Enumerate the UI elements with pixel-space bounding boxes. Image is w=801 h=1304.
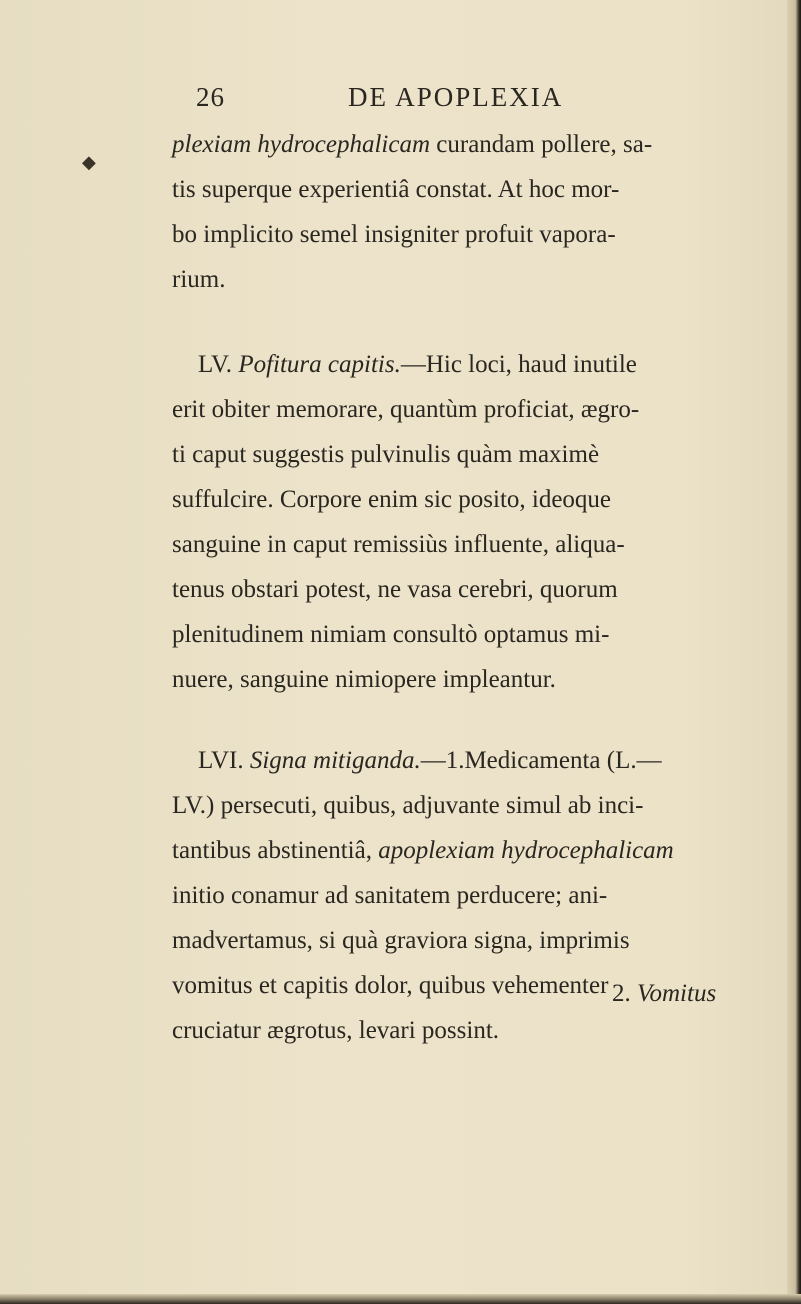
text-line: LV.) persecuti, quibus, adjuvante simul ab inci- (172, 792, 644, 819)
catchword-number: 2. (612, 980, 631, 1007)
text-line: cruciatur ægrotus, levari possint. (172, 1017, 500, 1044)
text-line: bo implicito semel insigniter profuit vapora- (172, 221, 616, 248)
text-line: initio conamur ad sanitatem perducere; ani- (172, 882, 608, 909)
text-line: nuere, sanguine nimiopere impleantur. (172, 666, 556, 693)
section-heading-lv: LV. Pofitura capitis.—Hic loci, haud inutile (198, 351, 637, 378)
page-edge-right (787, 0, 801, 1304)
text-line: madvertamus, si quà graviora signa, imprimis (172, 927, 630, 954)
text-line: plexiam hydrocephalicam curandam pollere, sa- (172, 131, 653, 158)
paragraph-gap (172, 702, 732, 738)
text-line: tantibus abstinentiâ, apoplexiam hydrocephalicam (172, 837, 674, 864)
page-number: 26 (196, 82, 225, 112)
text-line: vomitus et capitis dolor, quibus vehementer (172, 972, 609, 999)
text-line: plenitudinem nimiam consultò optamus mi- (172, 621, 610, 648)
paragraph-gap (172, 302, 732, 342)
text-line: rium. (172, 266, 226, 293)
text-line: sanguine in caput remissiùs influente, aliqua- (172, 531, 625, 558)
text-line: tis superque experientiâ constat. At hoc mor- (172, 176, 620, 203)
text-line: suffulcire. Corpore enim sic posito, ideoque (172, 486, 612, 513)
text-line: tenus obstari potest, ne vasa cerebri, quorum (172, 576, 618, 603)
page-header (196, 82, 616, 122)
text-line: erit obiter memorare, quantùm proficiat, ægro- (172, 396, 640, 423)
text-line: ti caput suggestis pulvinulis quàm maximè (172, 441, 600, 468)
catchword (612, 980, 716, 1008)
body-text (172, 122, 732, 1053)
section-heading-lvi: LVI. Signa mitiganda.—1.Medicamenta (L.— (198, 747, 662, 774)
page-edge-bottom (0, 1294, 801, 1304)
running-head: DE APOPLEXIA (348, 82, 564, 112)
catchword-text: Vomitus (637, 980, 717, 1007)
margin-ink-mark: ◆ (82, 152, 96, 172)
